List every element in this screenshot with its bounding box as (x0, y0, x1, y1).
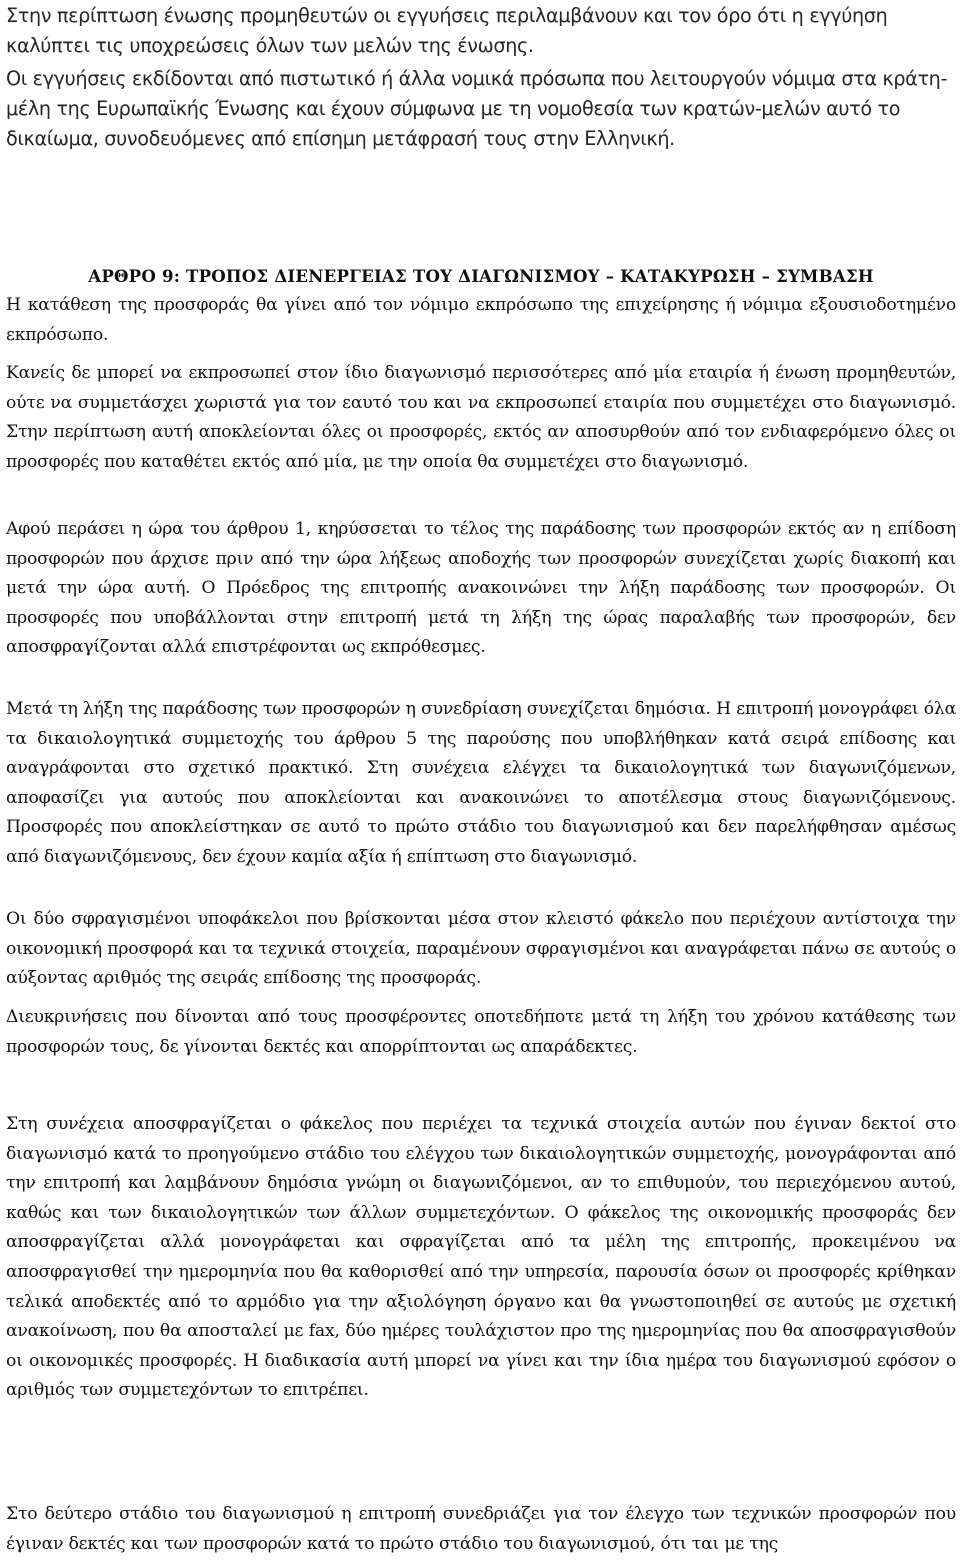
paragraph-submission: Η κατάθεση της προσφοράς θα γίνει από τον νόμιμο εκπρόσωπο της επιχείρησης ή νόμιμα εξουσιοδοτημένο εκπρόσωπο. (6, 295, 956, 345)
paragraph-sealed-envelopes: Οι δύο σφραγισμένοι υποφάκελοι που βρίσκονται μέσα στον κλειστό φάκελο που περιέχουν αντίστοιχα την οικονομική προσφορά και τα τεχνικά στοιχεία, παραμένουν σφραγισμένοι και αναγράφεται πάνω σε αυτούς ο αύξοντας αριθμός της σειράς επίδοσης της προσφοράς. (6, 909, 956, 989)
intro-section (6, 1, 956, 154)
paragraph-representation: Κανείς δε μπορεί να εκπροσωπεί στον ίδιο διαγωνισμό περισσότερες από μία εταιρία ή ένωση προμηθευτών, ούτε να συμμετάσχει χωριστά για τον εαυτό του και να εκπροσωπεί εταιρία που συμμετέχει στο διαγωνισμό. Στην περίπτωση αυτή αποκλείονται όλες οι προσφορές, εκτός αν αποσυρθούν από τον ενδιαφερόμενο όλες οι προσφορές που καταθέτει εκτός από μία, με την οποία θα συμμετέχει στο διαγωνισμό. (6, 363, 956, 472)
paragraph-second-stage: Στο δεύτερο στάδιο του διαγωνισμού η επιτροπή συνεδριάζει για τον έλεγχο των τεχνικών προσφορών που έγιναν δεκτές και των προσφορών κατά το πρώτο στάδιο του διαγωνισμού, ότι ται με της (6, 1504, 956, 1554)
paragraph-technical-opening: Στη συνέχεια αποσφραγίζεται ο φάκελος που περιέχει τα τεχνικά στοιχεία αυτών που έγιναν δεκτοί στο διαγωνισμό κατά το προηγούμενο στάδιο του ελέγχου των δικαιολογητικών συμμετοχής, μονογράφονται από την επιτροπή και λαμβάνουν δημόσια γνώμη οι διαγωνιζόμενοι, αν το επιθυμούν, του περιεχόμενου αυτού, καθώς και των δικαιολογητικών των άλλων συμμετεχόντων. Ο φάκελος της οικονομικής προσφοράς δεν αποσφραγίζεται αλλά μονογράφεται και σφραγίζεται από τα μέλη της επιτροπής, προκειμένου να αποσφραγισθεί την ημερομηνία που θα καθορισθεί από την υπηρεσία, παρουσία όσων οι προσφορές κρίθηκαν τελικά αποδεκτές από το αρμόδιο για την αξιολόγηση όργανο και θα γνωστοποιηθεί σε αυτούς με σχετική ανακοίνωση, που θα αποσταλεί με fax, δύο ημέρες τουλάχιστον προ της ημερομηνίας που θα αποσφραγισθούν οι οικονομικές προσφορές. Η διαδικασία αυτή μπορεί να γίνει και την ίδια ημέρα του διαγωνισμού εφόσον ο αριθμός των συμμετεχόντων το επιτρέπει. (6, 1114, 956, 1401)
article-heading: ΑΡΘΡΟ 9: ΤΡΟΠΟΣ ΔΙΕΝΕΡΓΕΙΑΣ ΤΟΥ ΔΙΑΓΩΝΙΣΜΟΥ – ΚΑΤΑΚΥΡΩΣΗ – ΣΥΜΒΑΣΗ (88, 265, 874, 286)
intro-paragraph-guarantee-issuers: Οι εγγυήσεις εκδίδονται από πιστωτικό ή άλλα νομικά πρόσωπα που λειτουργούν νόμιμα στα κράτη-μέλη της Ευρωπαϊκής Ένωσης και έχουν σύμφωνα με τη νομοθεσία των κρατών-μελών αυτό το δικαίωμα, συνοδευόμενες από επίσημη μετάφρασή τους στην Ελληνική. (6, 67, 948, 150)
paragraph-deadline: Αφού περάσει η ώρα του άρθρου 1, κηρύσσεται το τέλος της παράδοσης των προσφορών εκτός αν η επίδοση προσφορών που άρχισε πριν από την ώρα λήξεως αποδοχής των προσφορών συνεχίζεται χωρίς διακοπή και μετά την ώρα αυτή. Ο Πρόεδρος της επιτροπής ανακοινώνει την λήξη παράδοσης των προσφορών. Οι προσφορές που υποβάλλονται στην επιτροπή μετά τη λήξη της ώρας παραλαβής των προσφορών, δεν αποσφραγίζονται αλλά επιστρέφονται ως εκπρόθεσμες. (6, 519, 956, 658)
intro-paragraph-guarantee-union: Στην περίπτωση ένωσης προμηθευτών οι εγγυήσεις περιλαμβάνουν και τον όρο ότι η εγγύηση καλύπτει τις υποχρεώσεις όλων των μελών της ένωσης. (6, 4, 888, 57)
paragraph-public-session: Μετά τη λήξη της παράδοσης των προσφορών η συνεδρίαση συνεχίζεται δημόσια. Η επιτροπή μονογράφει όλα τα δικαιολογητικά συμμετοχής του άρθρου 5 της παρούσης που υποβλήθηκαν κατά σειρά επίδοσης και αναγράφονται στο σχετικό πρακτικό. Στη συνέχεια ελέγχει τα δικαιολογητικά των διαγωνιζόμενων, αποφασίζει για αυτούς που αποκλείονται και ανακοινώνει το αποτέλεσμα στους διαγωνιζόμενους. Προσφορές που αποκλείστηκαν σε αυτό το πρώτο στάδιο του διαγωνισμού και δεν παρελήφθησαν αμέσως από διαγωνιζόμενους, δεν έχουν καμία αξία ή επίπτωση στο διαγωνισμό. (6, 699, 956, 867)
paragraph-clarifications: Διευκρινήσεις που δίνονται από τους προσφέροντες οποτεδήποτε μετά τη λήξη του χρόνου κατάθεσης των προσφορών τους, δε γίνονται δεκτές και απορρίπτονται ως απαράδεκτες. (6, 1007, 956, 1057)
